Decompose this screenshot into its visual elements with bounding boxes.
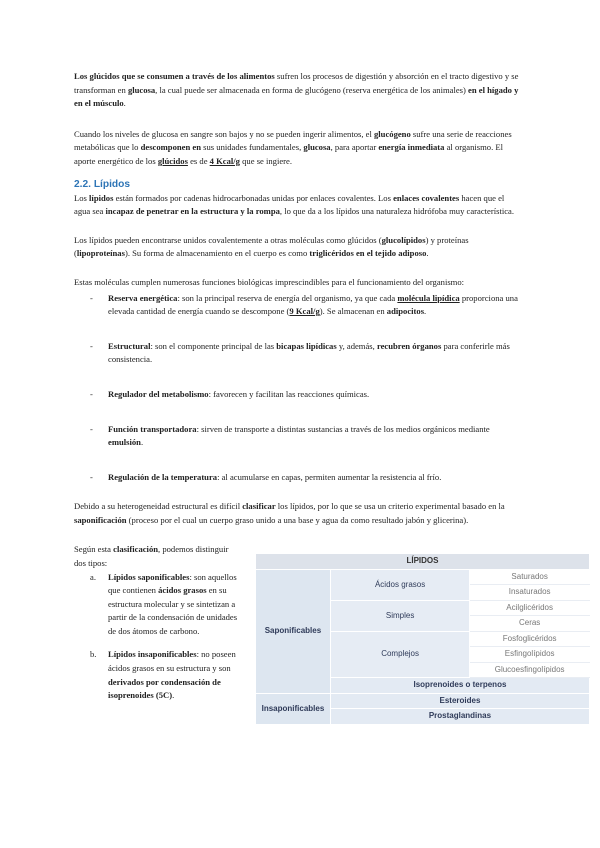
text: : son la principal reserva de energía del organismo, ya que cada — [177, 292, 398, 303]
table-cell-fosfogliceridos: Fosfoglicéridos — [470, 631, 590, 647]
table-cell-isoprenoides: Isoprenoides o terpenos — [330, 678, 589, 694]
paragraph-glucidos-digestion — [74, 70, 519, 111]
text: al organismo. El aporte energético de los — [74, 142, 504, 166]
list-item-insaponificables — [74, 648, 239, 702]
text: : sirven de transporte a distintas sustancias a través de los medios orgánicos mediante — [196, 423, 490, 434]
text: hacen que el agua sea — [74, 192, 505, 217]
bold-text: bicapas lipídicas — [276, 340, 337, 351]
text: que se ingiere. — [239, 155, 293, 166]
table-header: LÍPIDOS — [256, 554, 590, 570]
bold-text: Reserva energética — [108, 292, 178, 303]
text: ). Se almacenan en — [319, 306, 387, 317]
text: , lo que da a los lípidos una naturaleza hidrófoba muy característica. — [279, 206, 514, 217]
text: los lípidos, por lo que se usa un criterio experimental basado en la — [275, 501, 505, 512]
list-item-temperatura — [74, 471, 519, 485]
paragraph-funciones-intro: Estas moléculas cumplen numerosas funciones biológicas imprescindibles para el funcionamiento del organismo: — [74, 277, 465, 288]
table-cell-acilgliceridos: Acilglicéridos — [470, 600, 590, 616]
text: y, además, — [336, 340, 377, 351]
text: , la cual puede ser almacenada en forma de glucógeno (reserva energética de los animales) — [155, 84, 469, 95]
list-dash: - — [90, 471, 93, 482]
bold-text: ácidos grasos — [158, 585, 207, 596]
underlined-bold-text: molécula lipídica — [397, 292, 460, 303]
table-cell-glucoesfingolipidos: Glucoesfingolípidos — [470, 662, 590, 678]
underlined-bold-text: glúcidos — [157, 155, 188, 166]
paragraph-glucogeno — [74, 128, 519, 169]
table-cell-esfingolipidos: Esfingolípidos — [470, 647, 590, 663]
bold-text: derivados por condensación de isoprenoides (5C) — [108, 676, 221, 701]
bold-text: adipocitos — [386, 306, 425, 317]
bold-text: clasificar — [242, 501, 276, 512]
text: ) y proteínas ( — [74, 234, 469, 259]
text: ). Su forma de almacenamiento en el cuerpo es como — [124, 248, 310, 259]
table-cell-insaponificables: Insaponificables — [256, 693, 331, 724]
list-item-estructural — [74, 340, 519, 367]
bold-text: Función transportadora — [108, 423, 197, 434]
text: . — [172, 690, 175, 701]
bold-text: lipoproteínas — [76, 248, 125, 259]
text: : no poseen ácidos grasos en su estructura y son — [108, 649, 236, 674]
list-dash: - — [90, 340, 93, 351]
text: : favorecen y facilitan las reacciones químicas. — [208, 388, 370, 399]
document-page — [74, 70, 565, 743]
underlined-bold-text: 9 Kcal/g — [289, 306, 320, 317]
lipids-classification-table — [255, 553, 590, 725]
table-cell-ceras: Ceras — [470, 616, 590, 632]
text: sufren los procesos de digestión y absorción en el tracto digestivo y se transforman en — [74, 71, 519, 95]
bold-text: Estructural — [108, 340, 151, 351]
table-cell-prostaglandinas: Prostaglandinas — [330, 709, 589, 725]
table-cell-simples: Simples — [330, 600, 469, 631]
table-cell-saponificables: Saponificables — [256, 569, 331, 693]
bold-text: saponificación — [74, 514, 127, 525]
text: Cuando los niveles de glucosa en sangre son bajos y no se pueden ingerir alimentos, el — [74, 128, 374, 139]
classification-area — [74, 543, 565, 743]
text: proporciona una elevada cantidad de energía cuando se descompone ( — [108, 292, 518, 317]
table-cell-insaturados: Insaturados — [470, 585, 590, 601]
text: sus unidades fundamentales, — [201, 142, 304, 153]
list-item-transportadora — [74, 423, 519, 450]
table-cell-acidos-grasos: Ácidos grasos — [330, 569, 469, 600]
bold-text: Regulador del metabolismo — [108, 388, 209, 399]
underlined-bold-text: 4 Kcal/g — [209, 155, 240, 166]
text: . — [140, 437, 144, 448]
bold-text: emulsión — [108, 437, 141, 448]
bold-text: clasificación — [113, 544, 159, 555]
list-marker: a. — [90, 571, 96, 582]
text: para conferirle más consistencia. — [108, 340, 510, 365]
table-cell-complejos: Complejos — [330, 631, 469, 678]
text: , podemos distinguir dos tipos: — [74, 544, 229, 568]
paragraph-tipos-intro — [74, 543, 239, 570]
text: están formados por cadenas hidrocarbonadas unidas por enlaces covalentes. Los — [113, 192, 394, 203]
list-marker: b. — [90, 649, 97, 660]
bold-text: en el hígado y en el músculo — [74, 84, 519, 109]
text: : son el componente principal de las — [150, 340, 277, 351]
list-item-reserva — [74, 292, 519, 319]
text: en su estructura molecular y se sintetizan a partir de la condensación de unidades de dos átomos de carbono. — [108, 585, 238, 636]
bold-text: enlaces covalentes — [393, 192, 460, 203]
bold-text: energía inmediata — [378, 142, 445, 153]
section-heading-lipidos: 2.2. Lípidos — [74, 179, 131, 191]
bold-text: recubren órganos — [376, 340, 442, 351]
text: Debido a su heterogeneidad estructural es difícil — [74, 501, 243, 512]
text: . — [123, 98, 126, 109]
bold-text: incapaz de penetrar en la estructura y la rompa — [105, 206, 280, 217]
bold-text: lípidos — [89, 192, 114, 203]
functions-list — [74, 292, 519, 485]
bold-text: glucosa — [127, 84, 156, 95]
bold-text: glucolípidos — [381, 234, 426, 245]
list-dash: - — [90, 292, 93, 303]
text: : al acumularse en capas, permiten aumentar la resistencia al frío. — [217, 471, 442, 482]
text: . — [424, 306, 427, 317]
paragraph-lipidos-definicion — [74, 192, 519, 219]
types-list — [74, 571, 239, 703]
text: es de — [187, 155, 210, 166]
text: Según esta — [74, 544, 114, 555]
bold-text: Los glúcidos que se consumen a través de los alimentos — [74, 71, 275, 81]
list-item-regulador — [74, 388, 519, 402]
text: . — [426, 248, 429, 259]
text: Los — [74, 192, 90, 203]
table-cell-saturados: Saturados — [470, 569, 590, 585]
bold-text: triglicéridos en el tejido adiposo — [309, 248, 427, 259]
types-column — [74, 543, 239, 712]
list-item-saponificables — [74, 571, 239, 639]
bold-text: glucosa — [303, 142, 331, 153]
bold-text: descomponen en — [140, 142, 201, 153]
bold-text: Regulación de la temperatura — [108, 471, 218, 482]
bold-text: glucógeno — [374, 128, 411, 139]
paragraph-clasificacion — [74, 500, 519, 527]
bold-text: Lípidos insaponificables — [108, 649, 197, 660]
list-dash: - — [90, 388, 93, 399]
paragraph-lipidos-union — [74, 234, 519, 261]
text: sufre una serie de reacciones metabólicas que lo — [74, 128, 512, 153]
bold-text: Lípidos saponificables — [108, 571, 190, 582]
list-dash: - — [90, 423, 93, 434]
text: Los lípidos pueden encontrarse unidos covalentemente a otras moléculas como glúcidos ( — [74, 234, 382, 245]
text: : son aquellos que contienen — [108, 571, 237, 596]
table-cell-esteroides: Esteroides — [330, 693, 589, 709]
text: , para aportar — [330, 142, 379, 153]
text: (proceso por el cual un cuerpo graso unido a una base y agua da como resultado jabón y glicerina). — [126, 514, 469, 525]
